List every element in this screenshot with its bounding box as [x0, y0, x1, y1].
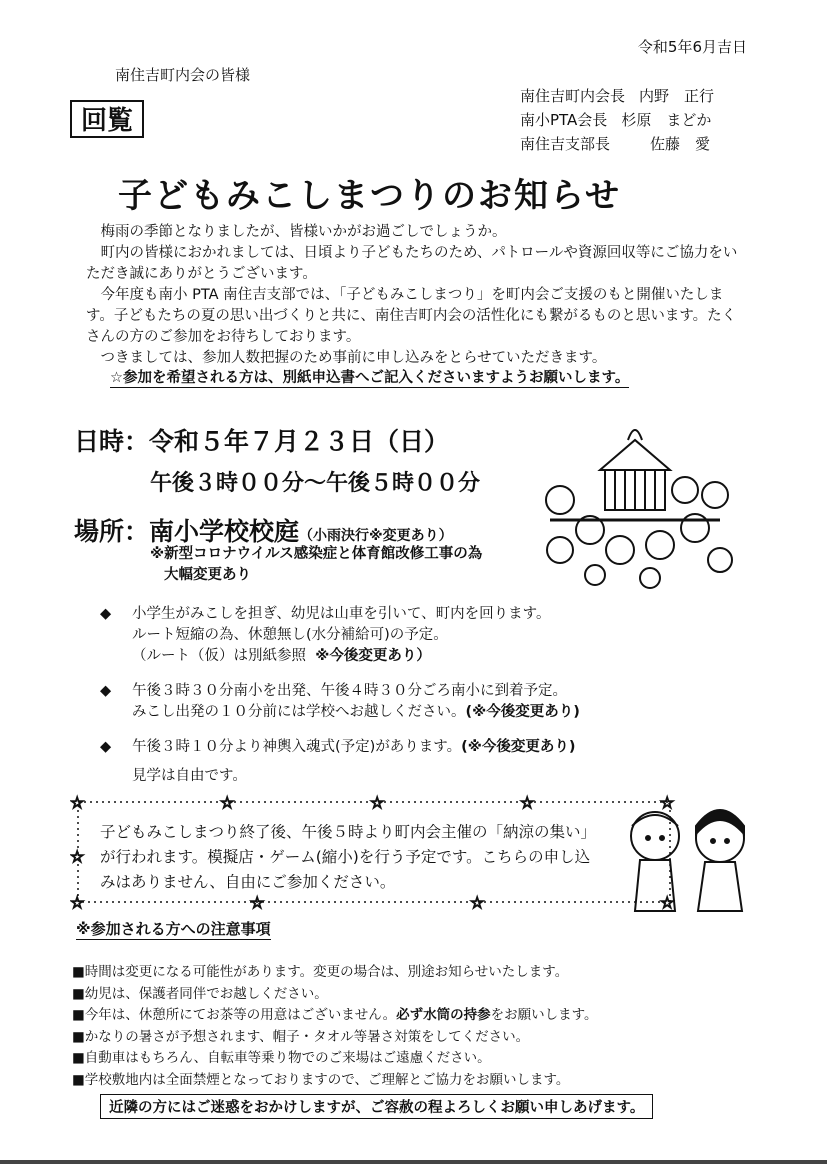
signers: [520, 84, 714, 156]
list-item: ◆ 小学生がみこしを担ぎ、幼児は山車を引いて、町内を回ります。 ルート短縮の為、休憩無し(水分補給可)の予定。 （ルート（仮）は別紙参照 ※今後変更あり）: [100, 606, 551, 664]
list-item: ◆ 午後３時３０分南小を出発、午後４時３０分ごろ南小に到着予定。 みこし出発の１０分前には学校へお越しください。(※今後変更あり): [100, 683, 580, 720]
intro-paragraph: つきましては、参加人数把握のため事前に申し込みをとらせていただきます。: [100, 350, 607, 366]
svg-text:☆: ☆: [470, 893, 485, 912]
children-illustration: [610, 796, 760, 916]
diamond-bullet-icon: ◆: [100, 606, 112, 622]
intro-text: [86, 222, 746, 369]
signer-row: 南小PTA会長 杉原 まどか: [520, 111, 712, 129]
caution-item: ■学校敷地内は全面禁煙となっておりますので、ご理解とご協力をお願いします。: [72, 1071, 570, 1088]
noryo-announcement: 子どもみこしまつり終了後、午後５時より町内会主催の「納涼の集い」が行われます。模擬店・ゲーム(縮小)を行う予定です。こちらの申し込みはありません、自由にご参加ください。: [100, 823, 597, 891]
svg-text:☆: ☆: [70, 893, 85, 912]
closing-message: 近隣の方にはご迷惑をおかけしますが、ご容赦の程よろしくお願い申しあげます。: [100, 1094, 653, 1119]
svg-text:☆: ☆: [660, 793, 675, 812]
svg-text:☆: ☆: [70, 847, 85, 866]
diamond-bullet-icon: ◆: [100, 683, 112, 699]
caution-item: ■自動車はもちろん、自転車等乗り物でのご来場はご遠慮ください。: [72, 1050, 491, 1066]
caution-list: [72, 962, 752, 1091]
intro-paragraph: 町内の皆様におかれましては、日頃より子どもたちのため、パトロールや資源回収等にご協力をいただき誠にありがとうございます。: [86, 245, 738, 282]
addressee: 南住吉町内会の皆様: [115, 66, 251, 84]
viewing-note: 見学は自由です。: [132, 768, 247, 784]
event-datetime: 日時：令和５年７月２３日（日）: [74, 427, 450, 456]
svg-text:☆: ☆: [220, 793, 235, 812]
signer-row: 南住吉支部長 佐藤 愛: [520, 135, 711, 153]
issue-date: 令和5年6月吉日: [637, 38, 747, 56]
kairan-stamp: 回覧: [70, 100, 144, 138]
caution-item: ■幼児は、保護者同伴でお越しください。: [72, 985, 328, 1002]
caution-item: ■時間は変更になる可能性があります。変更の場合は、別途お知らせいたします。: [72, 964, 569, 980]
svg-text:☆: ☆: [660, 893, 675, 912]
signer-row: 南住吉町内会長 内野 正行: [520, 87, 715, 105]
corona-note: ※新型コロナウイルス感染症と体育館改修工事の為 大幅変更あり: [150, 546, 483, 583]
caution-item: ■かなりの暑さが予想されます、帽子・タオル等暑さ対策をしてください。: [72, 1028, 530, 1045]
place-note: （小雨決行※変更あり）: [299, 528, 453, 544]
svg-text:☆: ☆: [250, 893, 265, 912]
diamond-bullet-icon: ◆: [100, 739, 112, 755]
mikoshi-illustration: [520, 410, 750, 590]
list-item: ◆ 午後３時１０分より神輿入魂式(予定)があります。(※今後変更あり): [100, 737, 660, 758]
event-details: [100, 604, 660, 772]
caution-item: ■今年は、休憩所にてお茶等の用意はございません。必ず水筒の持参をお願いします。: [72, 1007, 598, 1023]
page-edge: [0, 1160, 827, 1164]
svg-text:☆: ☆: [370, 793, 385, 812]
event-time: 午後３時００分～午後５時００分: [150, 471, 481, 496]
svg-text:☆: ☆: [70, 793, 85, 812]
intro-paragraph: 梅雨の季節となりましたが、皆様いかがお過ごしでしょうか。: [100, 224, 507, 240]
intro-paragraph: 今年度も南小 PTA 南住吉支部では、「子どもみこしまつり」を町内会ご支援のもと開催いたします。子どもたちの夏の思い出づくりと共に、南住吉町内会の活性化にも繋がるものと思います。たくさんの方のご参加をお待ちしております。: [86, 287, 737, 345]
caution-heading: ※参加される方への注意事項: [76, 920, 271, 938]
event-place: 場所：南小学校校庭（小雨決行※変更あり）: [74, 517, 453, 546]
application-notice: ☆参加を希望される方は、別紙申込書へご記入くださいますようお願いします。: [110, 366, 629, 388]
svg-text:☆: ☆: [520, 793, 535, 812]
page-title: 子どもみこしまつりのお知らせ: [118, 176, 621, 216]
